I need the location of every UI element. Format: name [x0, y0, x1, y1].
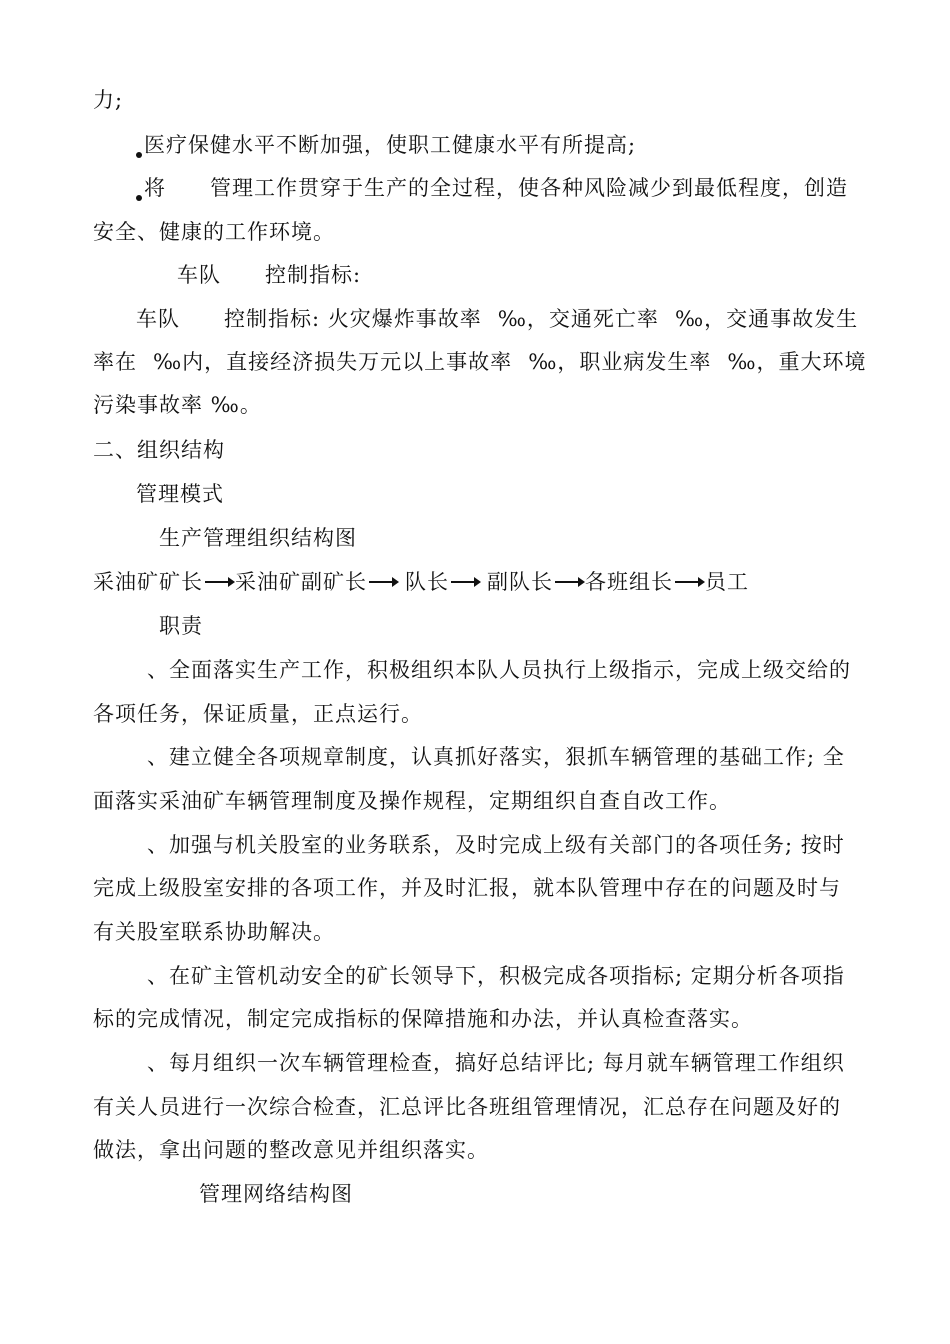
- bullet-item: [136, 174, 848, 202]
- chain-node: 采油矿矿长: [93, 570, 203, 594]
- text-line: 、全面落实生产工作，积极组织本队人员执行上级指示，完成上级交给的: [147, 658, 851, 682]
- text-part: ‰，交通死亡率: [497, 307, 659, 331]
- bullet-item: [136, 131, 636, 159]
- subheading: 职责: [159, 614, 203, 638]
- text-line: 有关人员进行一次综合检查，汇总评比各班组管理情况，汇总存在问题及好的: [93, 1095, 841, 1119]
- text-part: ‰内，直接经济损失万元以上事故率: [153, 350, 513, 374]
- text-line: 标的完成情况，制定完成指标的保障措施和办法，并认真检查落实。: [93, 1007, 753, 1031]
- text-part: ‰，交通事故发生: [674, 307, 859, 331]
- text-line: 、每月组织一次车辆管理检查，搞好总结评比; 每月就车辆管理工作组织: [147, 1051, 845, 1075]
- arrow-right-icon: [205, 581, 233, 583]
- text-part: ‰，重大环境: [727, 350, 867, 374]
- text-line: 、建立健全各项规章制度，认真抓好落实，狠抓车辆管理的基础工作; 全: [147, 745, 845, 769]
- bullet-text: 管理工作贯穿于生产的全过程，使各种风险减少到最低程度，创造: [210, 176, 848, 200]
- bullet-text: 医疗保健水平不断加强，使职工健康水平有所提高;: [144, 133, 637, 157]
- arrow-right-icon: [555, 581, 583, 583]
- chain-node: 队长: [405, 570, 449, 594]
- chain-node: 副队长: [487, 570, 553, 594]
- chain-node: 员工: [705, 570, 749, 594]
- text-line: 、加强与机关股室的业务联系，及时完成上级有关部门的各项任务; 按时: [147, 833, 845, 857]
- org-chain: [93, 568, 749, 596]
- chart-title: 管理网络结构图: [199, 1182, 353, 1206]
- text-line: 做法，拿出问题的整改意见并组织落实。: [93, 1138, 489, 1162]
- bullet-icon: [136, 152, 142, 158]
- chart-title: 生产管理组织结构图: [159, 526, 357, 550]
- text-line: 、在矿主管机动安全的矿长领导下，积极完成各项指标; 定期分析各项指: [147, 964, 845, 988]
- text-line: 有关股室联系协助解决。: [93, 920, 335, 944]
- arrow-right-icon: [369, 581, 397, 583]
- chain-node: 各班组长: [585, 570, 673, 594]
- text-line: 力;: [93, 88, 124, 112]
- text-line: 完成上级股室安排的各项工作，并及时汇报，就本队管理中存在的问题及时与: [93, 876, 841, 900]
- subheading: 管理模式: [136, 482, 224, 506]
- text-line: [93, 348, 867, 376]
- text-line: 污染事故率 ‰。: [93, 393, 262, 417]
- section-heading: 二、组织结构: [93, 438, 225, 462]
- chain-node: 采油矿副矿长: [235, 570, 367, 594]
- subheading-part: 控制指标:: [265, 263, 362, 287]
- subheading: [177, 261, 361, 289]
- arrow-right-icon: [451, 581, 479, 583]
- text-line: 各项任务，保证质量，正点运行。: [93, 702, 423, 726]
- text-part: 车队: [136, 307, 180, 331]
- bullet-text: 将: [144, 176, 166, 200]
- text-line: 面落实采油矿车辆管理制度及操作规程，定期组织自查自改工作。: [93, 789, 731, 813]
- text-line: [136, 305, 858, 333]
- subheading-part: 车队: [177, 263, 221, 287]
- text-part: ‰，职业病发生率: [528, 350, 712, 374]
- arrow-right-icon: [675, 581, 703, 583]
- text-part: 控制指标: 火灾爆炸事故率: [224, 307, 482, 331]
- bullet-icon: [136, 195, 142, 201]
- text-line: 安全、健康的工作环境。: [93, 220, 335, 244]
- text-part: 率在: [93, 350, 137, 374]
